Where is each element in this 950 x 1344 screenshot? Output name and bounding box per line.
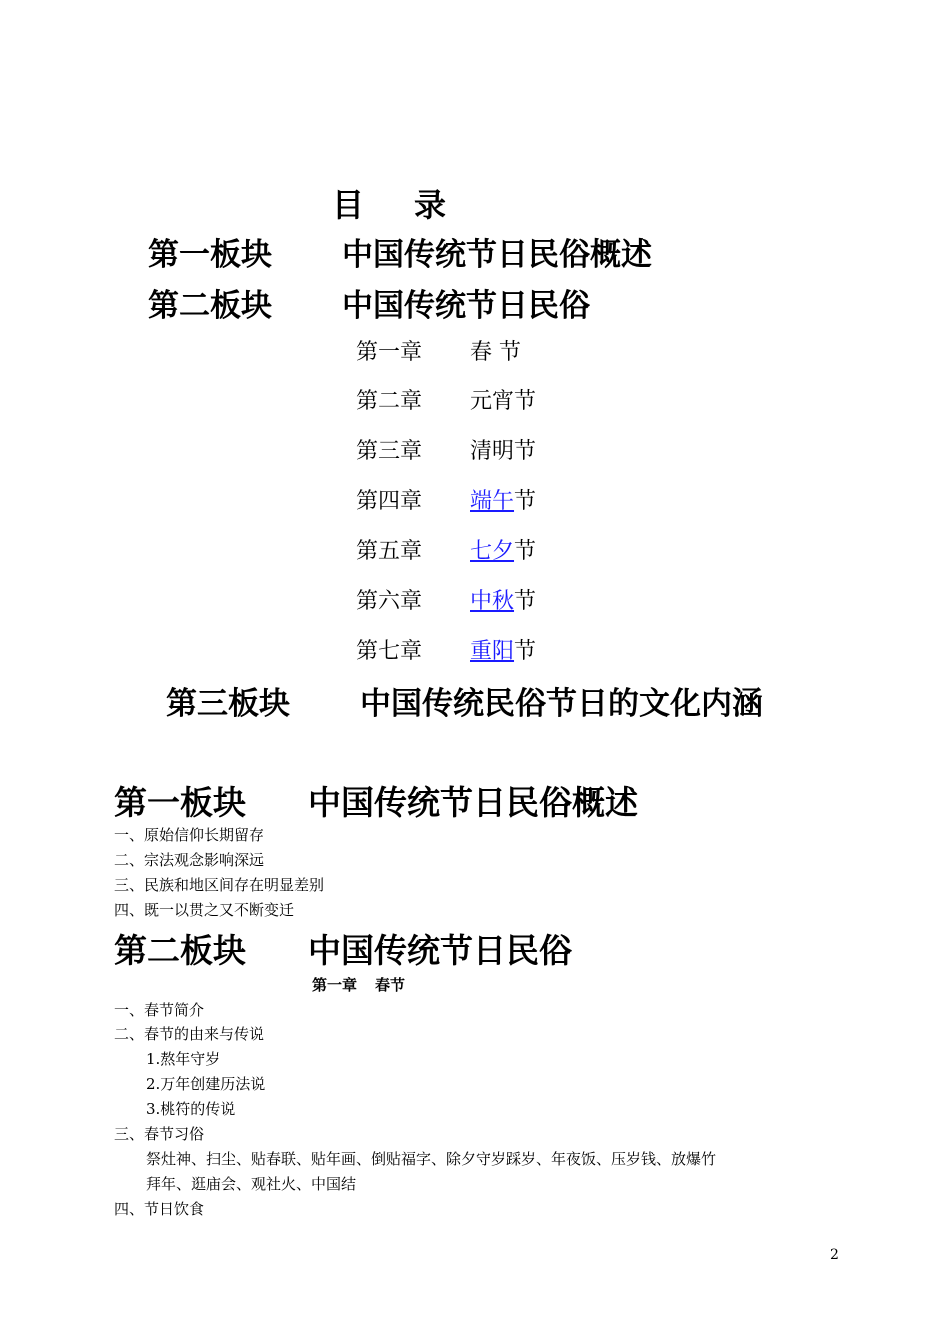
toc-chapter-number: 第七章 (356, 639, 423, 664)
section-2-line: 三、春节习俗 (114, 1125, 205, 1143)
toc-block-2 (148, 280, 590, 325)
chapter-title: 春节 (375, 976, 406, 994)
toc-block-number: 第三板块 (166, 686, 290, 722)
section-1-item: 三、民族和地区间存在明显差别 (114, 876, 325, 894)
toc-chapter-suffix: 节 (514, 639, 537, 664)
toc-block-1 (148, 229, 652, 274)
section-title: 中国传统节日民俗 (308, 931, 572, 970)
section-number: 第一板块 (114, 783, 246, 822)
section-1-heading (114, 777, 638, 824)
page-number: 2 (830, 1247, 839, 1263)
toc-chapter-suffix: 节 (514, 489, 537, 514)
toc-chapter-1 (356, 335, 521, 366)
toc-chapter-suffix: 节 (514, 539, 537, 564)
toc-chapter-number: 第四章 (356, 489, 423, 514)
section-title: 中国传统节日民俗概述 (308, 783, 638, 822)
section-2-line: 四、节日饮食 (114, 1200, 205, 1218)
toc-chapter-title: 春 节 (470, 340, 521, 365)
toc-chapter-suffix: 节 (514, 589, 537, 614)
toc-block-number: 第二板块 (148, 288, 272, 324)
toc-chapter-title: 清明节 (470, 439, 537, 464)
toc-chapter-link[interactable]: 端午 (470, 489, 515, 514)
toc-chapter-title: 元宵节 (470, 389, 537, 414)
chapter-subheading (312, 974, 405, 995)
section-2-subline: 1.熬年守岁 (146, 1050, 221, 1068)
toc-chapter-number: 第三章 (356, 439, 423, 464)
toc-chapter-link[interactable]: 七夕 (470, 539, 515, 564)
toc-chapter-7 (356, 634, 536, 665)
section-2-subline: 2.万年创建历法说 (146, 1075, 266, 1093)
section-2-heading (114, 925, 572, 972)
toc-chapter-6 (356, 584, 536, 615)
section-1-item: 二、宗法观念影响深远 (114, 851, 265, 869)
toc-chapter-4 (356, 484, 536, 515)
toc-block-title: 中国传统节日民俗概述 (342, 237, 652, 273)
toc-title-char-2: 录 (414, 186, 449, 224)
toc-title (332, 180, 448, 226)
toc-chapter-number: 第二章 (356, 389, 423, 414)
toc-block-title: 中国传统民俗节日的文化内涵 (360, 686, 763, 722)
toc-chapter-2 (356, 384, 536, 415)
toc-chapter-5 (356, 534, 536, 565)
section-2-subline: 拜年、逛庙会、观社火、中国结 (146, 1175, 357, 1193)
toc-chapter-link[interactable]: 重阳 (470, 639, 515, 664)
toc-title-char-1: 目 (332, 186, 367, 224)
section-2-subline: 3.桃符的传说 (146, 1100, 236, 1118)
toc-block-3 (166, 678, 763, 723)
section-1-item: 一、原始信仰长期留存 (114, 826, 265, 844)
toc-block-number: 第一板块 (148, 237, 272, 273)
toc-chapter-number: 第六章 (356, 589, 423, 614)
toc-chapter-3 (356, 434, 536, 465)
toc-chapter-number: 第五章 (356, 539, 423, 564)
section-number: 第二板块 (114, 931, 246, 970)
toc-chapter-link[interactable]: 中秋 (470, 589, 515, 614)
toc-chapter-number: 第一章 (356, 340, 423, 365)
section-2-subline: 祭灶神、扫尘、贴春联、贴年画、倒贴福字、除夕守岁踩岁、年夜饭、压岁钱、放爆竹 (146, 1150, 717, 1168)
chapter-number: 第一章 (312, 976, 358, 994)
section-2-line: 一、春节简介 (114, 1001, 205, 1019)
section-1-item: 四、既一以贯之又不断变迁 (114, 901, 295, 919)
toc-block-title: 中国传统节日民俗 (342, 288, 590, 324)
section-2-line: 二、春节的由来与传说 (114, 1025, 265, 1043)
